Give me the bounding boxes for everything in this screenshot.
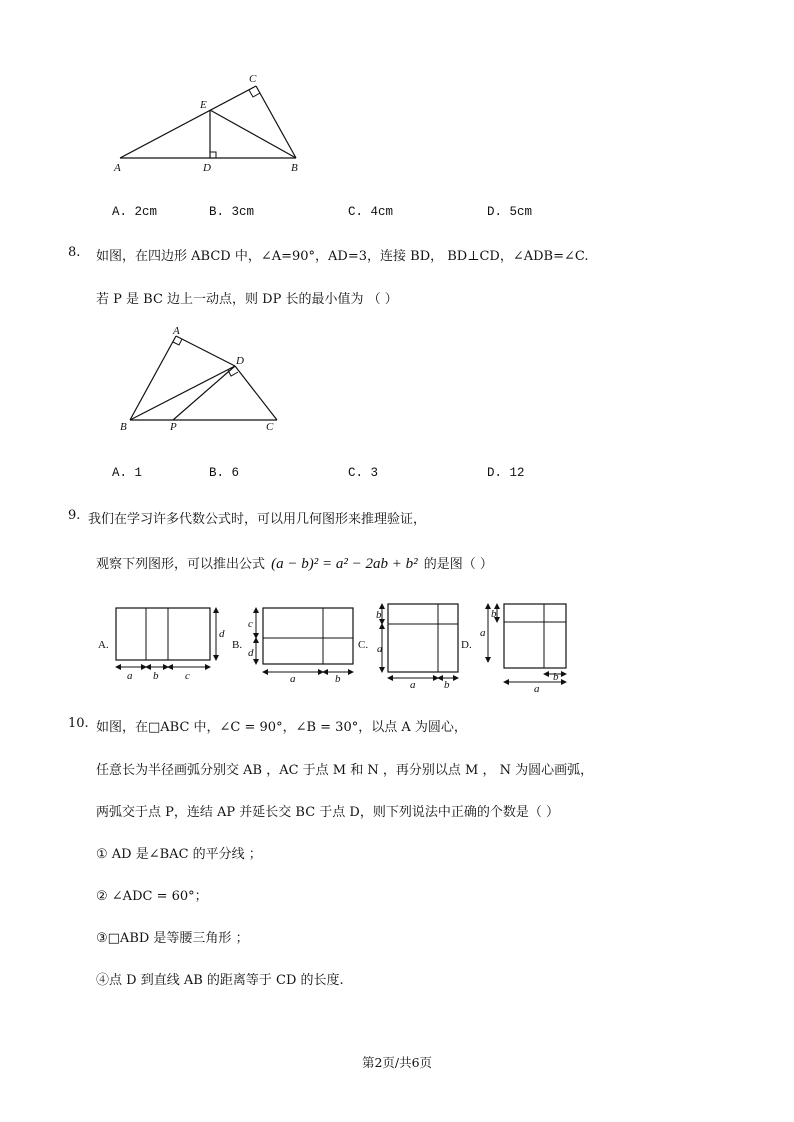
q9-line2 <box>96 553 493 573</box>
q9-fig-b-a: a <box>290 673 296 685</box>
q9-fig-c-a2: a <box>410 679 416 690</box>
q8-option-b: B. 6 <box>209 466 240 480</box>
q7-option-b: B. 3cm <box>209 205 255 219</box>
q7-label-E: E <box>200 99 207 111</box>
q9-fig-b-b: b <box>335 673 341 685</box>
q7-label-D: D <box>203 162 211 174</box>
q9-fig-label-B: B. <box>232 639 243 651</box>
q9-figure-d <box>460 598 575 693</box>
q9-fig-a-c: c <box>185 670 190 682</box>
q7-option-a: A. 2cm <box>112 205 158 219</box>
q9-fig-d-b: b <box>491 608 497 620</box>
q8-label-D: D <box>236 355 244 367</box>
q9-fig-c-b: b <box>376 609 382 621</box>
q9-fig-a-d: d <box>219 628 225 640</box>
q8-option-a: A. 1 <box>112 466 143 480</box>
q9-fig-d-a: a <box>480 627 486 639</box>
q7-label-A: A <box>114 162 121 174</box>
q9-fig-label-A: A. <box>98 639 109 651</box>
q7-option-c: C. 4cm <box>348 205 394 219</box>
q9-fig-b-c: c <box>248 618 253 630</box>
q9-fig-c-a: a <box>377 643 383 655</box>
q8-quadrilateral-figure <box>110 322 290 437</box>
q10-line1: 如图，在□ABC 中，∠C = 90°，∠B = 30°，以点 A 为圆心， <box>96 720 467 735</box>
q7-option-d: D. 5cm <box>487 205 533 219</box>
q8-label-A: A <box>173 325 180 337</box>
q7-triangle-figure <box>100 60 330 180</box>
q8-line1: 如图，在四边形 ABCD 中，∠A=90°，AD=3，连接 BD， BD⊥CD，∠ADB=∠C. <box>96 249 589 264</box>
q10-item-1: ① AD 是∠BAC 的平分线 ； <box>96 847 262 862</box>
q7-label-C: C <box>249 73 257 85</box>
q8-label-C: C <box>266 421 274 433</box>
q9-fig-d-a2: a <box>534 683 540 693</box>
q9-figure-a <box>96 600 231 685</box>
q9-line2-prefix: 观察下列图形，可以推出公式 <box>96 557 266 572</box>
q9-fig-b-d: d <box>248 647 254 659</box>
q10-line3: 两弧交于点 P，连结 AP 并延长交 BC 于点 D，则下列说法中正确的个数是（ ） <box>96 805 559 820</box>
q9-line1: 我们在学习许多代数公式时，可以用几何图形来推理验证， <box>88 512 427 527</box>
q9-figure-b <box>231 600 361 685</box>
page-footer: 第2页/共6页 <box>361 1055 433 1070</box>
q8-label-B: B <box>120 421 127 433</box>
q9-formula: (a − b)² = a² − 2ab + b² <box>271 556 418 572</box>
q10-item-3: ③□ABD 是等腰三角形 ； <box>96 931 249 946</box>
q10-number: 10. <box>68 716 89 731</box>
q8-label-P: P <box>170 421 177 433</box>
q9-fig-label-C: C. <box>358 639 369 651</box>
q9-fig-a-a: a <box>127 670 133 682</box>
q9-figure-c <box>358 600 468 690</box>
q9-line2-suffix: 的是图（ ） <box>423 557 493 572</box>
q8-option-c: C. 3 <box>348 466 379 480</box>
q9-number: 9. <box>68 508 81 523</box>
q8-number: 8. <box>68 245 81 260</box>
q9-fig-label-D: D. <box>461 639 472 651</box>
q10-item-2: ② ∠ADC = 60°； <box>96 889 208 904</box>
q9-fig-a-b: b <box>153 670 159 682</box>
q10-line2: 任意长为半径画弧分别交 AB ，AC 于点 M 和 N ，再分别以点 M ， N 为圆心画弧， <box>96 763 594 778</box>
q8-line2: 若 P 是 BC 边上一动点，则 DP 长的最小值为 （ ） <box>96 292 398 307</box>
q8-option-d: D. 12 <box>487 466 525 480</box>
q9-fig-d-b2: b <box>553 671 559 683</box>
q7-label-B: B <box>291 162 298 174</box>
q10-item-4: ④点 D 到直线 AB 的距离等于 CD 的长度. <box>96 973 344 988</box>
q9-fig-c-b2: b <box>444 679 450 690</box>
